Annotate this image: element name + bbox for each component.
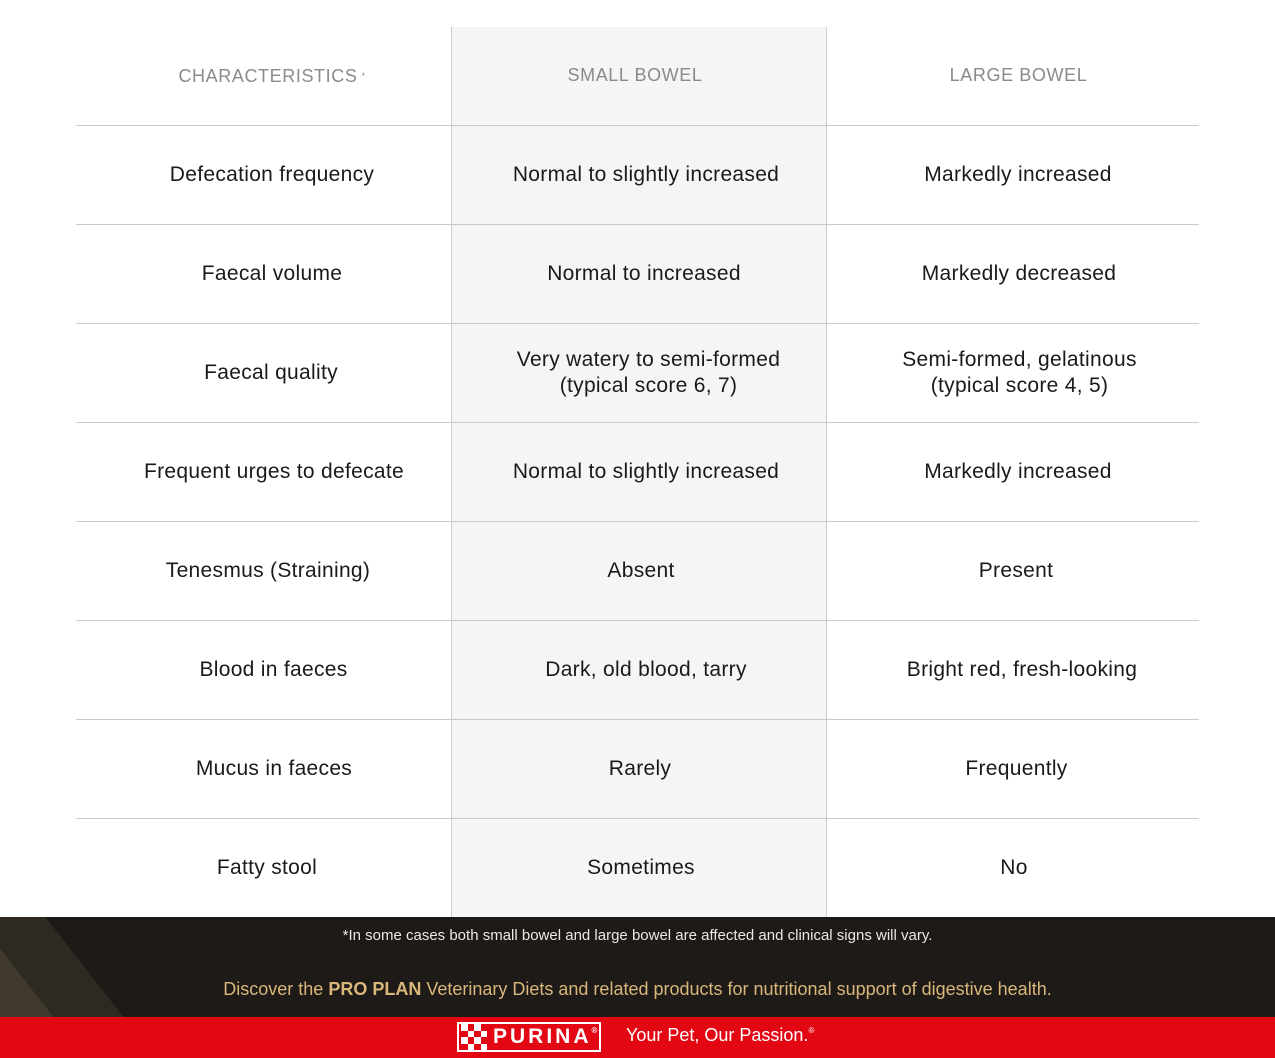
- characteristic-label: Faecal quality: [204, 360, 338, 384]
- large-bowel-value: No: [1000, 855, 1028, 879]
- purina-logo: [457, 1022, 601, 1052]
- tagline: [626, 1025, 814, 1046]
- small-bowel-value-line1: Very watery to semi-formed: [516, 347, 781, 371]
- cta-prefix: Discover the: [223, 979, 329, 999]
- large-bowel-value: Frequently: [965, 756, 1068, 780]
- logo-text: PURINA: [493, 1025, 592, 1048]
- small-bowel-value: Normal to slightly increased: [512, 162, 780, 186]
- logo-registered-mark: ®: [591, 1026, 598, 1035]
- small-bowel-value: Normal to slightly increased: [512, 459, 780, 483]
- small-bowel-value: Rarely: [608, 756, 672, 780]
- small-bowel-value: Absent: [607, 558, 675, 582]
- small-bowel-value-line2: (typical score 6, 7): [559, 373, 738, 397]
- tagline-registered-mark: ®: [808, 1026, 815, 1035]
- header-small-bowel: SMALL BOWEL: [567, 65, 703, 85]
- characteristic-label: Mucus in faeces: [195, 756, 353, 780]
- call-to-action: [0, 979, 1275, 1000]
- cta-suffix: Veterinary Diets and related products for nutritional support of digestive health.: [421, 979, 1052, 999]
- large-bowel-value: [826, 323, 1213, 422]
- header-characteristics-label: CHARACTERISTICS: [178, 66, 358, 86]
- comparison-table: [76, 27, 1199, 917]
- footnote: *In some cases both small bowel and large bowel are affected and clinical signs will vary.: [342, 927, 933, 944]
- small-bowel-value: [451, 323, 846, 422]
- header-characteristics: [76, 27, 468, 125]
- characteristic-label: Blood in faeces: [199, 657, 348, 681]
- large-bowel-value: Markedly increased: [924, 459, 1112, 483]
- characteristic-label: Faecal volume: [201, 261, 343, 285]
- small-bowel-value: Sometimes: [587, 855, 695, 879]
- footnote-marker: *: [361, 71, 366, 81]
- characteristic-label: Defecation frequency: [169, 162, 375, 186]
- large-bowel-value: Markedly increased: [924, 162, 1112, 186]
- logo-wordmark: [493, 1025, 597, 1049]
- characteristic-label: Tenesmus (Straining): [165, 558, 371, 582]
- characteristic-label: Frequent urges to defecate: [144, 459, 404, 483]
- footer-band: [0, 917, 1275, 1017]
- header-large-bowel: LARGE BOWEL: [949, 65, 1088, 85]
- large-bowel-value-line2: (typical score 4, 5): [930, 373, 1109, 397]
- small-bowel-value: Dark, old blood, tarry: [545, 657, 747, 681]
- checkerboard-icon: [461, 1024, 487, 1050]
- large-bowel-value-line1: Semi-formed, gelatinous: [902, 347, 1137, 371]
- characteristic-label: Fatty stool: [216, 855, 318, 879]
- tagline-text: Your Pet, Our Passion.: [626, 1025, 809, 1045]
- large-bowel-value: Bright red, fresh-looking: [906, 657, 1138, 681]
- large-bowel-value: Present: [978, 558, 1054, 582]
- large-bowel-value: Markedly decreased: [921, 261, 1117, 285]
- small-bowel-value: Normal to increased: [547, 261, 741, 285]
- cta-brand: PRO PLAN: [328, 979, 422, 999]
